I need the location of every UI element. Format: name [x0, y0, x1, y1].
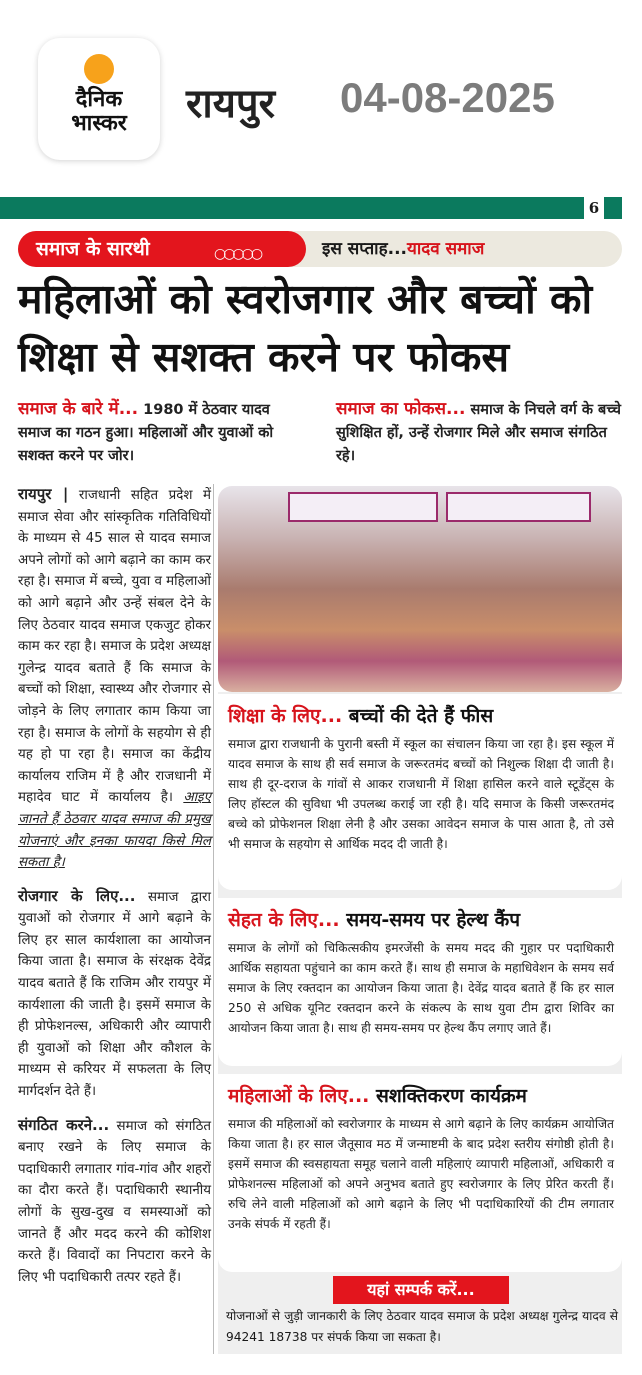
column-divider	[213, 484, 214, 1354]
people-group-icon: ○○○○○	[214, 246, 261, 262]
section-tag-label: समाज के सारथी	[36, 238, 150, 260]
dainik-bhaskar-logo	[38, 38, 160, 160]
employment-text: समाज द्वारा युवाओं को रोजगार में आगे बढ़ाने के लिए हर साल कार्यशाला का आयोजन किया जाता है। समाज के संरक्षक देवेंद्र यादव बताते हैं कि राजिम और रायपुर में कार्यशाला की जाती है। इसमें समाज के ही प्रोफेशनल्स, अधिकारी और व्यापारी ही युवाओं को शिक्षा और कौशल के माध्यम से करियर में सफलता के लिए मार्गदर्शन देते हैं।	[18, 889, 212, 1100]
about-summary	[18, 398, 288, 468]
photo-banner-right	[446, 492, 591, 522]
section-health	[218, 898, 622, 1066]
employment-paragraph	[18, 886, 211, 1103]
focus-summary	[336, 398, 622, 468]
section-education	[218, 694, 622, 890]
section-tag	[18, 231, 306, 267]
section-education-text: समाज द्वारा राजधानी के पुरानी बस्ती में स्कूल का संचालन किया जा रहा है। इस स्कूल में यादव समाज के साथ ही सर्व समाज के जरूरतमंद बच्चों को निशुल्क शिक्षा दी जाती है। साथ ही दूर-दराज के गांवों से आकर राजधानी में शिक्षा हासिल करने वाले स्टूडेंट्स के लिए हॉस्टल की सुविधा भी उपलब्ध कराई जा रही है। यदि समाज के किसी जरूरतमंद बच्चे को प्रोफेशनल शिक्षा लेनी है और उसका आवेदन समाज के पास आता है, तो उसे भी समाज के सहयोग से आर्थिक मदद दी जाती है।	[228, 737, 614, 851]
week-prefix: इस सप्ताह...	[322, 239, 407, 259]
about-title: समाज के बारे में...	[18, 399, 139, 419]
group-photo	[218, 486, 622, 692]
employment-title: रोजगार के लिए...	[18, 886, 136, 905]
section-women-title-red: महिलाओं के लिए...	[228, 1085, 370, 1107]
section-health-title-text: समय-समय पर हेल्थ कैंप	[346, 909, 521, 931]
section-women-title-text: सशक्तिकरण कार्यक्रम	[376, 1085, 527, 1107]
week-name: यादव समाज	[406, 239, 485, 259]
intro-paragraph	[18, 484, 211, 874]
section-women-title	[228, 1082, 614, 1110]
section-tag-row	[18, 231, 622, 267]
section-women-text: समाज की महिलाओं को स्वरोजगार के माध्यम से आगे बढ़ाने के लिए कार्यक्रम आयोजित किया जाता है। हर साल जैतूसाव मठ में जन्माष्टमी के बाद प्रदेश स्तरीय संगोष्ठी होती है। इसमें समाज की स्वसहायता समूह चलाने वाली महिलाएं व्यापारी महिलाओं, अधिकारी व प्रोफेशनल्स महिलाओं को अपने अनुभव बताते हुए स्वरोजगार के लिए प्रेरित करती हैं। रुचि लेने वाली महिलाओं को आगे बढ़ाने के लिए भी पदाधिकारियों की टीम लगातार उनके संपर्क में रहती हैं।	[228, 1117, 614, 1231]
focus-title: समाज का फोकस...	[336, 399, 466, 419]
intro-text: राजधानी सहित प्रदेश में समाज सेवा और सांस्कृतिक गतिविधियों के माध्यम से 45 साल से यादव समाज अपने लोगों को आगे बढ़ाने का काम कर रहा है। समाज में बच्चे, युवा व महिलाओं को आगे बढ़ाने और उन्हें संबल देने के लिए ठेठवार यादव समाज एकजुट होकर काम कर रहा है। समाज के प्रदेश अध्यक्ष गुलेन्द्र यादव बताते हैं कि समाज के बच्चों को शिक्षा, स्वास्थ्य और रोजगार से जोड़ने के लिए लगातार काम किया जा रहा है। समाज के लोगों के सहयोग से ही यह हो पा रहा है। समाज का केंद्रीय कार्यालय राजिम में है और राजधानी में महादेव घाट में कार्यालय है।	[18, 488, 212, 806]
contact-text: योजनाओं से जुड़ी जानकारी के लिए ठेठवार यादव समाज के प्रदेश अध्यक्ष गुलेन्द्र यादव से 94241 18738 पर संपर्क किया जा सकता है।	[226, 1309, 618, 1344]
edition-city: रायपुर	[186, 81, 275, 127]
contact-label: यहां सम्पर्क करें...	[333, 1276, 509, 1304]
sun-icon	[84, 54, 114, 84]
section-education-title-red: शिक्षा के लिए...	[228, 705, 343, 727]
intro-link-text: आइए जानते हैं ठेठवार यादव समाज की प्रमुख योजनाएं और इनका फायदा किसे मिल सकता है।	[18, 790, 211, 871]
organize-title: संगठित करने...	[18, 1115, 110, 1134]
page-number: 6	[584, 197, 604, 219]
about-text: 1980 में ठेठवार यादव समाज का गठन हुआ। महिलाओं और युवाओं को सशक्त करने पर जोर।	[18, 402, 274, 464]
section-health-text: समाज के लोगों को चिकित्सकीय इमरजेंसी के समय मदद की गुहार पर पदाधिकारी आर्थिक सहायता पहुंचाने का काम करते हैं। साथ ही समाज के महाधिवेशन के समय सर्व समाज के लिए रक्तदान का आयोजन किया जाता है। देवेंद्र यादव बताते हैं कि हर साल 250 से अधिक यूनिट रक्तदान करने के संकल्प के साथ युवा टीम द्वारा शिविर का आयोजन किया जाता है। साथ ही समय-समय पर हेल्थ कैंप लगाए जाते हैं।	[228, 941, 614, 1035]
section-health-title-red: सेहत के लिए...	[228, 909, 340, 931]
section-education-title	[228, 702, 614, 730]
organize-paragraph	[18, 1115, 211, 1289]
section-health-title	[228, 906, 614, 934]
left-column	[18, 484, 211, 1300]
week-label	[322, 231, 484, 267]
headline: महिलाओं को स्वरोजगार और बच्चों को शिक्षा से सशक्त करने पर फोकस	[18, 275, 593, 381]
photo-banner-left	[288, 492, 438, 522]
header	[0, 0, 642, 190]
organize-text: समाज को संगठित बनाए रखने के लिए समाज के पदाधिकारी लगातार गांव-गांव और शहरों का दौरा करते हैं। पदाधिकारी स्थानीय लोगों के सुख-दुख व समस्याओं को जानते हैं और मदद करने की कोशिश करते हैं। विवादों का निपटारा करने के लिए भी पदाधिकारी तत्पर रहते हैं।	[18, 1118, 211, 1285]
edition-date: 04-08-2025	[340, 74, 555, 121]
section-women	[218, 1074, 622, 1272]
logo-line-1: दैनिक	[75, 87, 123, 112]
logo-line-2: भास्कर	[71, 111, 127, 136]
dateline: रायपुर |	[18, 485, 69, 503]
focus-text: समाज के निचले वर्ग के बच्चे सुशिक्षित हों, उन्हें रोजगार मिले और समाज संगठित रहे।	[336, 402, 621, 464]
page-top-bar	[0, 197, 622, 219]
section-education-title-text: बच्चों की देते हैं फीस	[348, 705, 494, 727]
